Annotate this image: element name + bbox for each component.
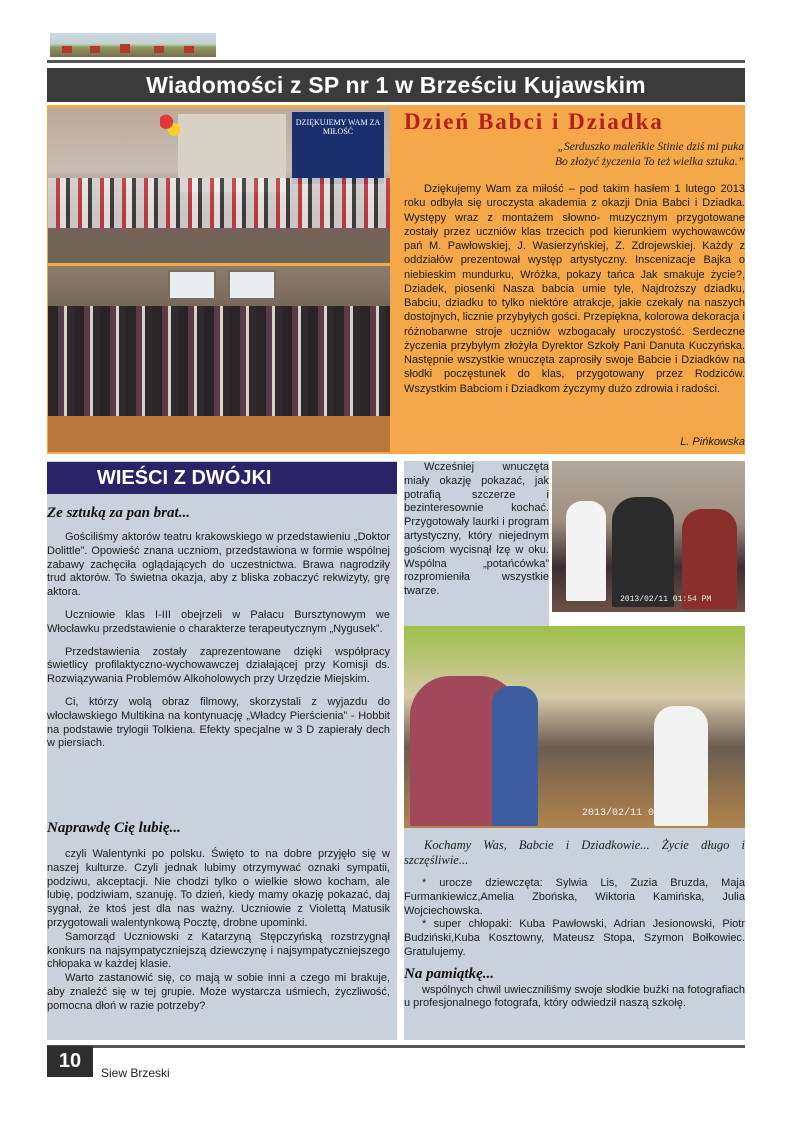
- window: [168, 270, 216, 300]
- wiesci-section-1: [47, 531, 390, 760]
- children-row: [48, 178, 390, 228]
- paragraph: Gościliśmy aktorów teatru krakowskiego w przedstawieniu „Doktor Dolittle”. Opowieść znana uczniom, przedstawiona w formie wspólnej zabawy zachęciła oglądających do uczestnictwa. Brawa nagrodziły trud aktorów. To świetna okazja, aby z bliska zobaczyć rekwizyty, grę aktora.: [47, 531, 390, 599]
- paragraph: czyli Walentynki po polsku. Święto to na dobre przyjęło się w naszej kulturze. Czyli jednak lubimy otrzymywać oznaki sympatii, podziwu, akceptacji. Nie chodzi tylko o wielkie słowo kocham, ale lubię, podziwiam, szanuję. To dzień, kiedy mamy okazję pokazać, daj sygnał, że ktoś jest dla nas ważny. Uczniowie z Violettą Matusik przygotowali walentynkową Pocztę, drobne upominki.: [47, 848, 390, 929]
- heading-pamiatka: Na pamiątkę...: [404, 965, 494, 982]
- photo-audience: [48, 266, 390, 452]
- right-top-text: [404, 461, 549, 599]
- page-title: Wiadomości z SP nr 1 w Brześciu Kujawskim: [47, 68, 745, 102]
- heading-sztuka: Ze sztuką za pan brat...: [47, 505, 190, 521]
- bottom-rule: [47, 1045, 745, 1048]
- dzien-paragraph: Dziękujemy Wam za miłość – pod takim hasłem 1 lutego 2013 roku odbyła się uroczysta akademia z okazji Dnia Babci i Dziadka. Występy wraz z montażem słowno- muzycznym przygotowane zostały przez uczniów klas trzecich pod kierunkiem wychowawców pań M. Pawłowskiej, J. Wasierzyńskiej, Z. Zdrojewskiej. Każdy z oddziałów prezentował występ artystyczny. Inscenizacje Bajka o niebieskim mundurku, Wróżka, pokazy tańca Jak smakuje życie?, Dziadek, piosenki Nasza babcia umie tyle, Najdroższy dziadku, Babciu, dziadku to tylko niektóre atrakcje, jakie czekały na naszych dostojnych, licznie przybyłych gości. Przepiękna, kolorowa dekoracja i różnobarwne stroje uczniów wzbogacały uroczystość. Serdeczne życzenia przybyłym złożyła Dyrektor Szkoły Pani Danuta Kuczyńska. Następnie wszystkie wnuczęta zaprosiły swoje Babcie i Dziadków na słodki poczęstunek do klas, przygotowany przez Rodziców. Wszystkim Babciom i Dziadkom życzymy dużo zdrowia i radości.: [404, 183, 745, 395]
- board-text: DZIĘKUJEMY WAM ZA MIŁOŚĆ: [295, 118, 381, 136]
- paragraph: Wcześniej wnuczęta miały okazję pokazać, jak potrafią szczerze i bezinteresownie kochać. Przygotowały laurki i program artystyczny, który niejednym gościom wycisnął łzę w oku. Wspólna „potańcówka” rozpromieniła wszystkie twarze.: [404, 461, 549, 598]
- grandfather-figure: [612, 497, 674, 607]
- poem-line: Bo złożyć życzenia To też wielka sztuka.”: [555, 156, 744, 168]
- photo-stage-children: [48, 108, 390, 263]
- thank-you-board: [292, 112, 384, 184]
- gym-floor: [48, 416, 390, 452]
- photo-dance: [404, 626, 745, 828]
- paragraph: Samorząd Uczniowski z Katarzyną Stępczyńską rozstrzygnął konkurs na najsympatyczniejszą dziewczynę i najsympatyczniejszego chłopaka w każdej klasie.: [47, 930, 390, 971]
- heading-lubie: Naprawdę Cię lubię...: [47, 820, 181, 836]
- wiesci-title: WIEŚCI Z DWÓJKI: [47, 462, 397, 494]
- balloons-icon: [160, 114, 180, 140]
- top-rule: [47, 60, 745, 63]
- paragraph: Uczniowie klas I-III obejrzeli w Pałacu Bursztynowym we Włocławku przedstawienie o charakterze terapeutycznym „Nygusek”.: [47, 608, 390, 635]
- girl-figure: [492, 686, 538, 826]
- photo-timestamp: 2013/02/11 01:54 PM: [620, 595, 712, 604]
- town-thumbnail: [50, 33, 216, 57]
- paragraph: Warto zastanowić się, co mają w sobie inni a czego mi brakuje, aby znaleźć się w tej grupie. Może wystarcza uśmiech, życzliwość, pomocna dłoń w razie potrzeby?: [47, 972, 390, 1012]
- dzien-title: Dzień Babci i Dziadka: [404, 109, 664, 134]
- magazine-name: Siew Brzeski: [101, 1066, 170, 1080]
- dzien-poem: [404, 140, 744, 170]
- dzien-body: [404, 182, 745, 396]
- wiesci-section-2: [47, 848, 390, 1014]
- paragraph: Ci, którzy wolą obraz filmowy, skorzystali z wyjazdu do włocławskiego Multikina na kontynuację „Władcy Pierścienia” - Hobbit na podstawie trylogii Tolkiena. Efekty specjalne w 3 D zapierały dech w piersiach.: [47, 695, 390, 750]
- audience-crowd: [48, 306, 390, 416]
- right-bottom-text: [404, 838, 745, 1011]
- window: [228, 270, 276, 300]
- page-number: 10: [47, 1046, 93, 1077]
- dzien-signature: L. Pińkowska: [680, 436, 745, 448]
- boy-figure: [566, 501, 606, 601]
- girls-list: * urocze dziewczęta: Sylwia Lis, Zuzia Bruzda, Maja Furmankiewicz,Amelia Zbońska, Wiktoria Kamińska, Julia Wojciechowska.: [404, 877, 745, 917]
- boys-list: * super chłopaki: Kuba Pawłowski, Adrian Jesionowski, Piotr Budziński,Kuba Kosztowny, Mateusz Stopa, Szymon Bołkowiec. Gratulujemy.: [404, 918, 745, 958]
- paragraph: Przedstawienia zostały zaprezentowane dzięki współpracy świetlicy profilaktyczno-wychowawczej działającej przy Komisji ds. Rozwiązywania Problemów Alkoholowych przy Urzędzie Miejskim.: [47, 645, 390, 686]
- photo-timestamp: 2013/02/11 01:56 PM: [582, 808, 697, 819]
- poem-line: „Serduszko maleńkie Stinie dziś mi puka: [557, 141, 744, 153]
- memory-paragraph: wspólnych chwil uwieczniliśmy swoje słodkie buźki na fotografiach u profesjonalnego fotografa, który odwiedził naszą szkołę.: [404, 983, 745, 1010]
- love-line: Kochamy Was, Babcie i Dziadkowie... Życie długo i szczęśliwie...: [404, 838, 745, 867]
- woman-figure: [682, 509, 737, 609]
- photo-grandfather-boy: [552, 461, 745, 612]
